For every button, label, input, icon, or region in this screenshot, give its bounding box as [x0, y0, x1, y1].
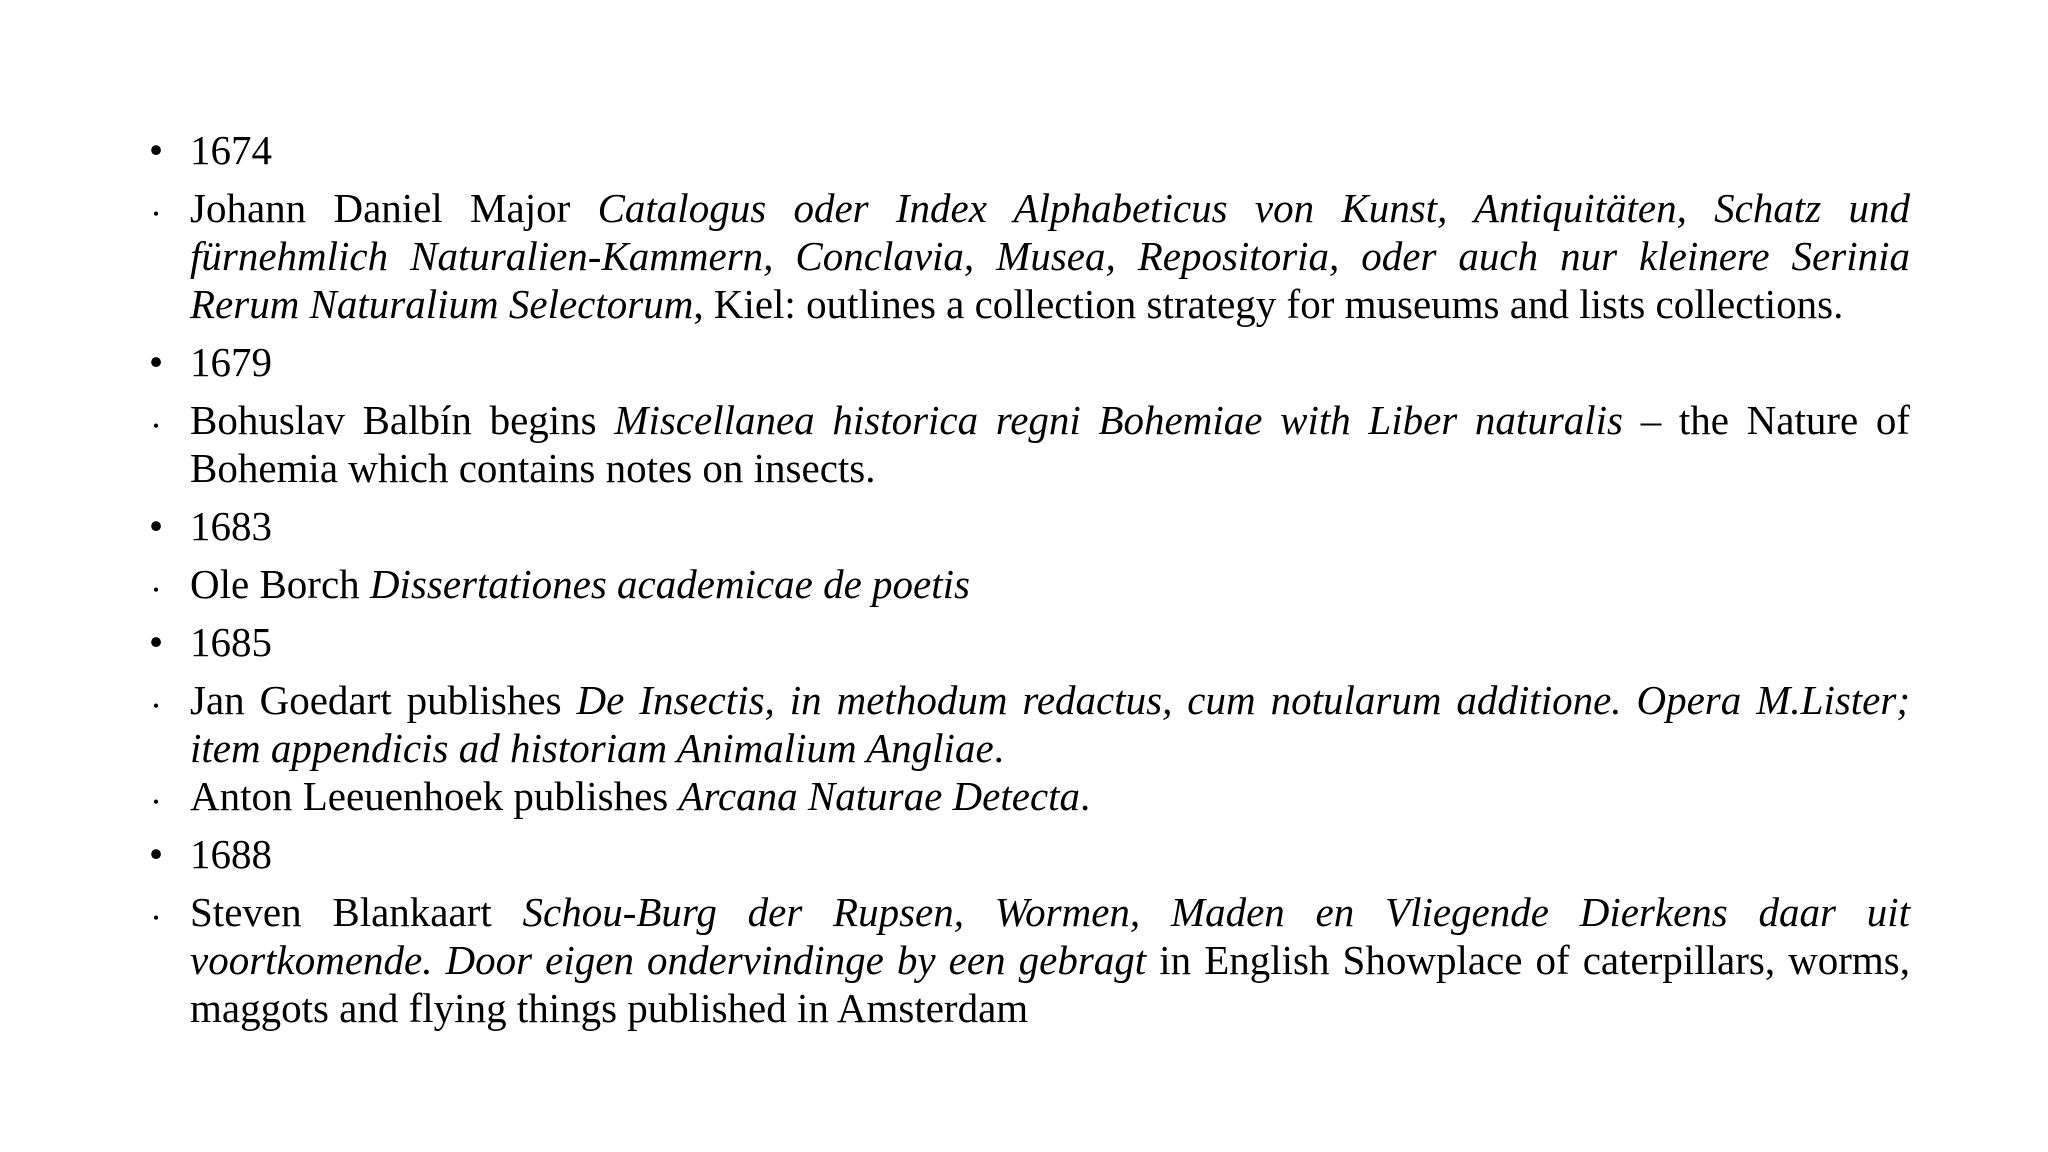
- bullet-icon: •: [148, 619, 164, 665]
- year-item: [148, 618, 1910, 666]
- event-description: , Kiel: outlines a collection strategy for museums and lists collections.: [693, 281, 1844, 327]
- small-bullet-icon: •: [152, 792, 160, 812]
- small-bullet-icon: •: [152, 908, 160, 928]
- event-description: – the Nature of Bohemia which contains notes on insects.: [190, 397, 1911, 491]
- year-label: 1674: [190, 127, 272, 173]
- bullet-icon: •: [148, 339, 164, 385]
- event-author: Anton Leeuenhoek publishes: [190, 773, 679, 819]
- event-description: .: [1080, 773, 1091, 819]
- bullet-icon: •: [148, 831, 164, 877]
- event-title: Dissertationes academicae de poetis: [369, 561, 970, 607]
- year-label: 1685: [190, 619, 272, 665]
- event-item: [152, 560, 1910, 608]
- small-bullet-icon: •: [152, 696, 160, 716]
- year-item: [148, 126, 1910, 174]
- event-item: [152, 184, 1911, 328]
- year-label: 1679: [190, 339, 272, 385]
- event-item: [152, 396, 1911, 492]
- event-title: Catalogus oder Index Alphabeticus von Kunst, Antiquitäten, Schatz und fürnehmlich Naturalien-Kammern, Conclavia, Musea, Repositoria, oder auch nur kleinere Serinia Rerum Naturalium Selectorum: [190, 185, 1911, 327]
- event-description: in English Showplace of caterpillars, worms, maggots and flying things published in Amsterdam: [190, 937, 1910, 1031]
- event-item: [152, 888, 1911, 1032]
- event-author: Jan Goedart publishes: [190, 677, 577, 723]
- event-author: Steven Blankaart: [190, 889, 523, 935]
- event-item: [152, 676, 1910, 772]
- small-bullet-icon: •: [152, 416, 160, 436]
- bullet-icon: •: [148, 127, 164, 173]
- event-title: De Insectis, in methodum redactus, cum notularum additione. Opera M.Lister; item appendicis ad historiam Animalium Angliae: [190, 677, 1910, 771]
- event-title: Arcana Naturae Detecta: [678, 773, 1081, 819]
- year-label: 1683: [190, 503, 272, 549]
- year-item: [148, 830, 1910, 878]
- year-item: [148, 502, 1910, 550]
- event-description: .: [993, 725, 1004, 771]
- event-title: Schou-Burg der Rupsen, Wormen, Maden en Vliegende Dierkens daar uit voortkomende. Door eigen ondervindinge by een gebragt: [190, 889, 1911, 983]
- year-item: [148, 338, 1910, 386]
- event-author: Bohuslav Balbín begins: [190, 397, 615, 443]
- year-label: 1688: [190, 831, 272, 877]
- small-bullet-icon: •: [152, 204, 160, 224]
- event-item: [152, 772, 1910, 820]
- event-author: Ole Borch: [190, 561, 370, 607]
- event-title: Miscellanea historica regni Bohemiae with Liber naturalis: [614, 397, 1624, 443]
- small-bullet-icon: •: [152, 580, 160, 600]
- bullet-icon: •: [148, 503, 164, 549]
- timeline-list: [148, 120, 1911, 1042]
- event-author: Johann Daniel Major: [190, 185, 598, 231]
